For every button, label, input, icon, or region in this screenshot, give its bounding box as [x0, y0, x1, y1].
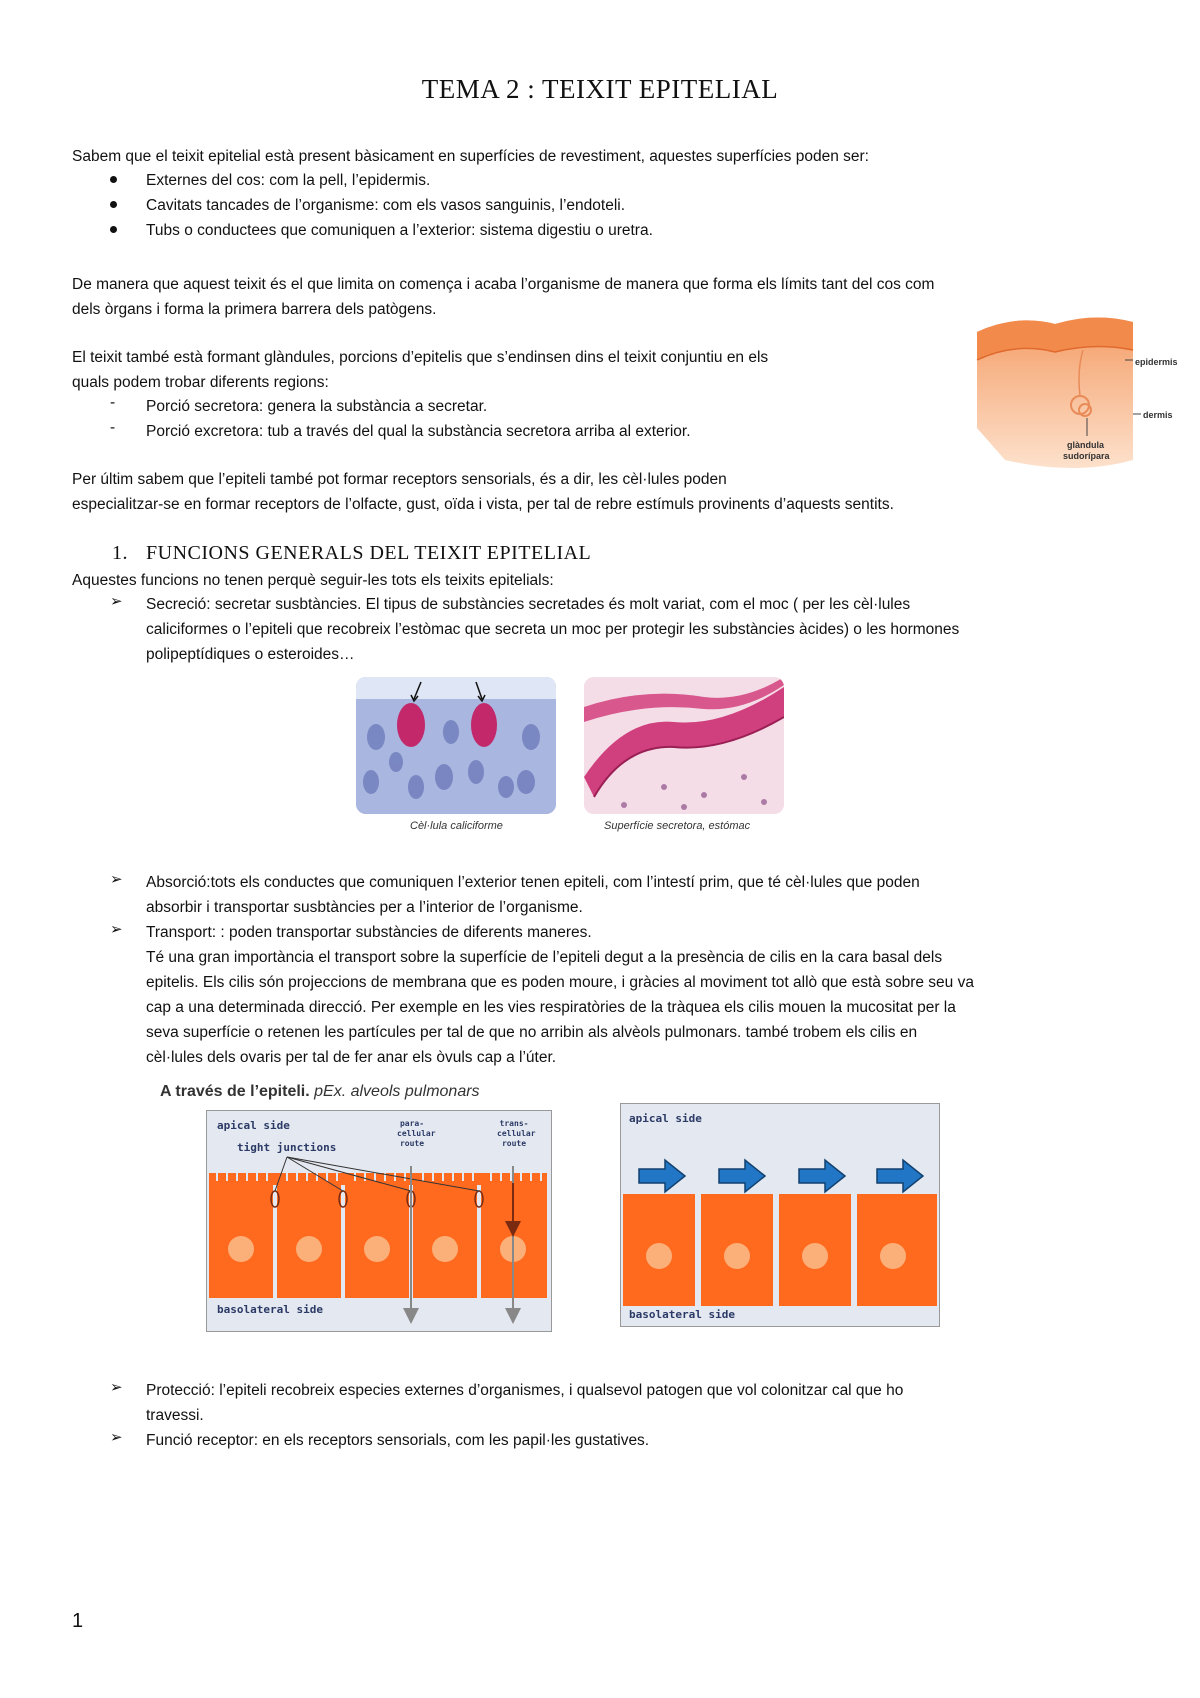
bullet-icon	[110, 201, 117, 208]
list-item: Porció excretora: tub a través del qual la substància secretora arriba al exterior.	[146, 423, 691, 440]
epidermis-label: epidermis	[1135, 357, 1178, 367]
paragraph-glands-line-2: quals podem trobar diferents regions:	[72, 374, 329, 391]
transport-line-4: cap a una determinada direcció. Per exemple en les vies respiratòries de la tràquea els cilis mouen la mucositat per la	[146, 999, 956, 1016]
micrograph-stomach-surface	[584, 677, 784, 814]
transport-routes-diagram	[206, 1110, 552, 1332]
section-intro: Aquestes funcions no tenen perquè seguir-les tots els teixits epitelials:	[72, 572, 554, 589]
goblet-cell-image-icon	[356, 677, 556, 814]
ciliary-transport-diagram	[620, 1103, 940, 1327]
paracellular-route-label	[397, 1119, 436, 1149]
bullet-icon	[110, 176, 117, 183]
page-title: TEMA 2 : TEIXIT EPITELIAL	[421, 74, 779, 104]
list-item: Porció secretora: genera la substància a secretar.	[146, 398, 488, 415]
transport-line-5: seva superfície o retenen les partícules per tal de que no arribin als alvèols pulmonars. també trobem els cilis en	[146, 1024, 918, 1041]
list-item: Externes del cos: com la pell, l’epidermis.	[146, 172, 431, 189]
arrow-bullet-icon: ➢	[110, 593, 123, 610]
gland-label-2: sudorípara	[1063, 451, 1110, 461]
dash-icon: -	[110, 394, 116, 411]
trans-label-1: trans-	[499, 1119, 529, 1128]
ciliary-transport-icon	[621, 1104, 939, 1326]
trans-label-3: route	[501, 1139, 527, 1148]
proteccio-line-1: Protecció: l’epiteli recobreix especies externes d’organismes, i qualsevol patogen que vol colonitzar cal que ho	[146, 1382, 904, 1399]
para-label-3: route	[399, 1139, 425, 1148]
paragraph-limits-line-1: De manera que aquest teixit és el que limita on comença i acaba l’organisme de manera que forma els límits tant del cos com	[72, 276, 935, 293]
secrecio-line-1: Secreció: secretar susbtàncies. El tipus de substàncies secretades és molt variat, com el moc ( per les cèl·lules	[146, 596, 911, 613]
paragraph-receptors-line-1: Per últim sabem que l’epiteli també pot formar receptors sensorials, és a dir, les cèl·lules poden	[72, 471, 727, 488]
paragraph-glands-line-1: El teixit també està formant glàndules, porcions d’epitelis que s’endinsen dins el teixit conjuntiu en els	[72, 349, 769, 366]
secrecio-line-2: caliciformes o l’epiteli que recobreix l’estòmac que secreta un moc per protegir les substàncies àcides) o les hormones	[146, 621, 960, 638]
para-label-2: cellular	[397, 1129, 436, 1138]
dash-icon: -	[110, 419, 116, 436]
section-title: FUNCIONS GENERALS DEL TEIXIT EPITELIAL	[146, 542, 592, 564]
absorcio-line-1: Absorció:tots els conductes que comuniquen l’exterior tenen epiteli, com l’intestí prim, que té cèl·lules que poden	[146, 874, 920, 891]
caption-stomach-surface: Superfície secretora, estómac	[604, 820, 751, 832]
apical-side-label: apical side	[629, 1112, 702, 1125]
paragraph-receptors-line-2: especialitzar-se en formar receptors de l’olfacte, gust, oïda i vista, per tal de rebre estímuls provinents d’aquests sentits.	[72, 496, 894, 513]
page-number: 1	[72, 1610, 84, 1632]
trans-label-2: cellular	[497, 1129, 536, 1138]
bullet-icon	[110, 226, 117, 233]
diagram-heading	[160, 1083, 480, 1101]
paragraph-limits-line-2: dels òrgans i forma la primera barrera dels patògens.	[72, 301, 437, 318]
dermis-label: dermis	[1143, 410, 1173, 420]
arrow-bullet-icon: ➢	[110, 921, 123, 938]
receptor-line: Funció receptor: en els receptors sensorials, com les papil·les gustatives.	[146, 1432, 650, 1449]
basolateral-side-label: basolateral side	[217, 1303, 323, 1316]
stomach-surface-image-icon	[584, 677, 784, 814]
secrecio-line-3: polipeptídiques o esteroides…	[146, 646, 355, 663]
transcellular-route-label	[497, 1119, 536, 1149]
transport-line-2: Té una gran importància el transport sobre la superfície de l’epiteli degut a la presència de cilis en la cara basal dels	[146, 949, 943, 966]
proteccio-line-2: travessi.	[146, 1407, 204, 1424]
arrow-bullet-icon: ➢	[110, 871, 123, 888]
section-number: 1.	[112, 542, 128, 564]
arrow-bullet-icon: ➢	[110, 1429, 123, 1446]
micrograph-goblet-cell	[356, 677, 556, 814]
tight-junctions-label: tight junctions	[237, 1141, 337, 1154]
transport-line-6: cèl·lules dels ovaris per tal de fer anar els òvuls cap a l’úter.	[146, 1049, 557, 1066]
arrow-bullet-icon: ➢	[110, 1379, 123, 1396]
apical-side-label: apical side	[217, 1119, 290, 1132]
para-label-1: para-	[399, 1119, 425, 1128]
gland-label-1: glàndula	[1067, 440, 1105, 450]
transport-line-3: epitelis. Els cilis són projeccions de membrana que es poden moure, i gràcies al moviment tot allò que està sobre seu va	[146, 974, 974, 991]
diagram-heading-italic: pEx. alveols pulmonars	[309, 1083, 480, 1100]
absorcio-line-2: absorbir i transportar susbtàncies per a l’interior de l’organisme.	[146, 899, 583, 916]
intro-text: Sabem que el teixit epitelial està present bàsicament en superfícies de revestiment, aquestes superfícies poden ser:	[72, 148, 869, 165]
list-item: Cavitats tancades de l’organisme: com els vasos sanguinis, l’endoteli.	[146, 197, 626, 214]
diagram-heading-bold: A través de l’epiteli.	[160, 1083, 310, 1100]
skin-gland-illustration	[975, 310, 1178, 480]
list-item: Tubs o conductees que comuniquen a l’exterior: sistema digestiu o uretra.	[146, 222, 653, 239]
basolateral-side-label: basolateral side	[629, 1308, 735, 1321]
caption-goblet-cell: Cèl·lula caliciforme	[410, 820, 503, 832]
transport-line-1: Transport: : poden transportar substàncies de diferents maneres.	[146, 924, 592, 941]
